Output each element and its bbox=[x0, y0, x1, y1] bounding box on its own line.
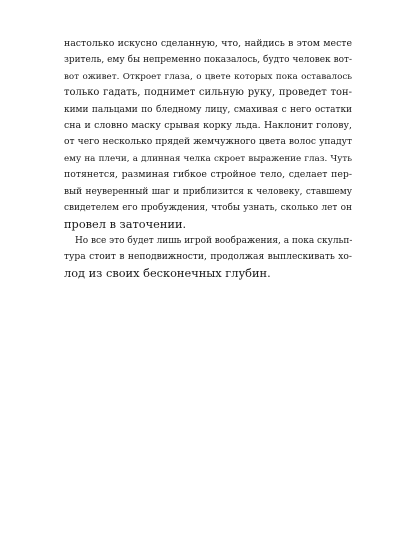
text-line: Но все это будет лишь игрой воображения, а пока скульп- bbox=[75, 235, 353, 246]
text-line: кими пальцами по бледному лицу, смахивая с него остатки bbox=[64, 104, 352, 115]
text-line: тура стоит в неподвижности, продолжая выплескивать хо- bbox=[64, 252, 352, 263]
text-line: провел в заточении. bbox=[64, 217, 187, 232]
text-line: свидетелем его пробуждения, чтобы узнать, сколько лет он bbox=[64, 202, 352, 213]
body-text bbox=[64, 36, 352, 282]
text-line: ему на плечи, а длинная челка скроет выражение глаз. Чуть bbox=[64, 153, 352, 164]
text-line: только гадать, поднимет сильную руку, проведет тон- bbox=[64, 87, 352, 99]
text-line: настолько искусно сделанную, что, найдись в этом месте bbox=[64, 38, 352, 49]
text-line: лод из своих бесконечных глубин. bbox=[64, 266, 271, 281]
paragraph-2 bbox=[64, 233, 352, 282]
text-line: вый неуверенный шаг и приблизится к человеку, ставшему bbox=[64, 186, 352, 197]
text-line: сна и словно маску срывая корку льда. Наклонит голову, bbox=[64, 119, 352, 131]
text-line: потянется, разминая гибкое стройное тело, сделает пер- bbox=[64, 169, 352, 181]
paragraph-1 bbox=[64, 36, 352, 233]
text-line: вот оживет. Откроет глаза, о цвете которых пока оставалось bbox=[64, 71, 352, 82]
text-line: от чего несколько прядей жемчужного цвета волос упадут bbox=[64, 137, 352, 148]
text-line: зритель, ему бы непременно показалось, будто человек вот- bbox=[64, 55, 352, 66]
